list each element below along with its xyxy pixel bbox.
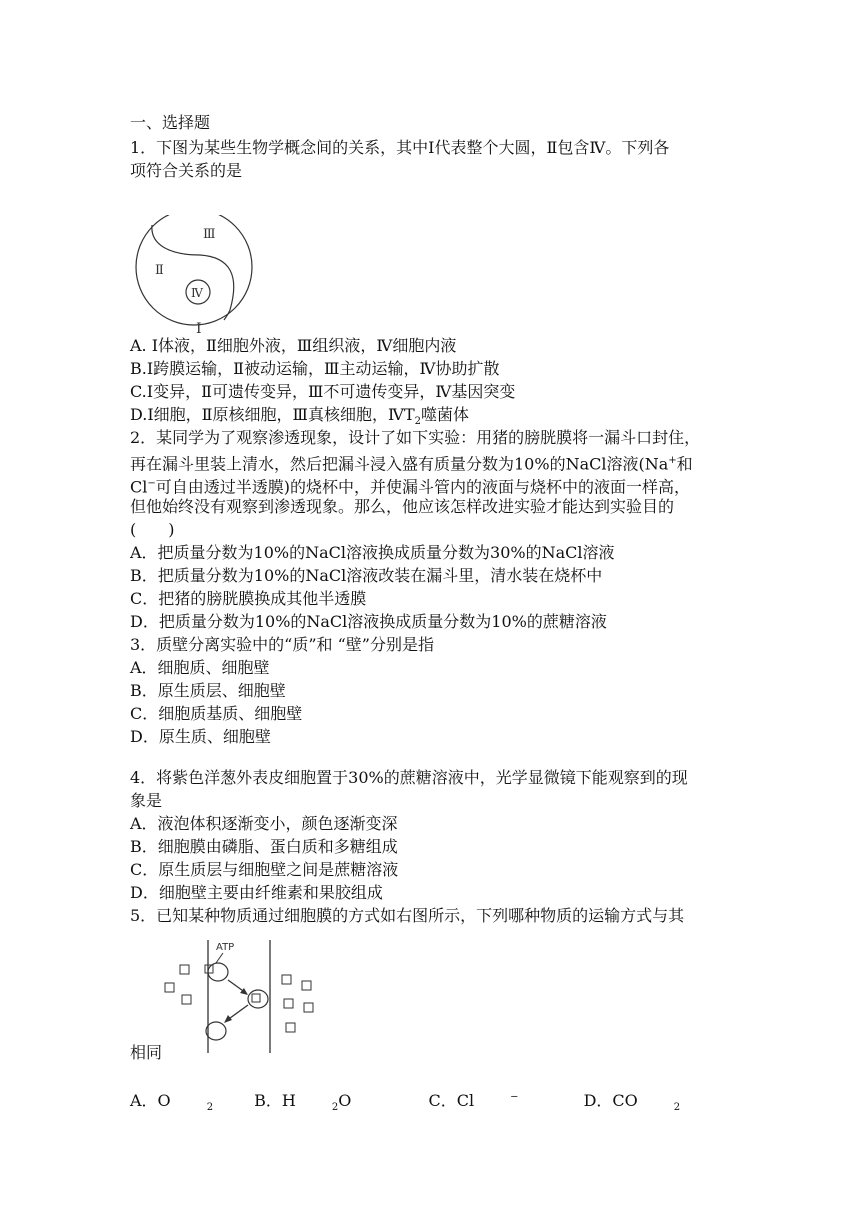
q2-line5: ( ) (130, 520, 175, 539)
membrane-transport-diagram (160, 935, 320, 1055)
q4-option-b: B．细胞膜由磷脂、蛋白质和多糖组成 (130, 837, 398, 856)
label-iii: Ⅲ (203, 227, 216, 242)
q4-option-c: C．原生质层与细胞壁之间是蔗糖溶液 (130, 860, 399, 879)
q2-line3: Cl−可自由透过半透膜)的烧杯中，并使漏斗管内的液面与烧杯中的液面一样高， (130, 477, 690, 497)
q4-option-a: A．液泡体积逐渐变小，颜色逐渐变深 (130, 814, 398, 833)
arrow-2-head (224, 1015, 232, 1023)
q3-stem: 3．质壁分离实验中的“质”和 “壁”分别是指 (130, 635, 434, 654)
q5-option-b: B．H $_2$O (254, 1091, 352, 1114)
q3-option-c: C．细胞质基质、细胞壁 (130, 704, 303, 723)
divider-curve (152, 225, 234, 320)
q2-line4: 但他始终没有观察到渗透现象。那么，他应该怎样改进实验才能达到实验目的 (130, 497, 675, 516)
q5-stem-trail: 相同 (130, 1043, 163, 1062)
q4-line2: 象是 (130, 791, 163, 810)
q3-option-d: D．原生质、细胞壁 (130, 727, 271, 746)
carrier-top (208, 963, 228, 981)
label-ii: Ⅱ (155, 263, 164, 278)
concept-relation-diagram (130, 215, 265, 335)
q5-option-c: C．Cl − (428, 1091, 519, 1110)
q5-option-a: A．O $_2$ (130, 1091, 214, 1114)
q2-option-b: B．把质量分数为10%的NaCl溶液改装在漏斗里，清水装在烧杯中 (130, 566, 603, 585)
molecules (165, 965, 313, 1032)
q2-option-a: A．把质量分数为10%的NaCl溶液换成质量分数为30%的NaCl溶液 (130, 543, 615, 562)
q3-option-b: B．原生质层、细胞壁 (130, 681, 286, 700)
atp-label: ATP (216, 942, 235, 953)
q5-option-d: D．CO $_2$ (583, 1091, 681, 1114)
q5-options (130, 1088, 716, 1113)
q3-option-a: A．细胞质、细胞壁 (130, 658, 270, 677)
carrier-middle (248, 990, 268, 1008)
q4-line1: 4．将紫色洋葱外表皮细胞置于30%的蔗糖溶液中，光学显微镜下能观察到的现 (130, 768, 688, 787)
spacer (130, 748, 730, 766)
q1-option-b: B.Ⅰ跨膜运输，Ⅱ被动运输，Ⅲ主动运输，Ⅳ协助扩散 (130, 359, 500, 378)
section-title: 一、选择题 (130, 113, 211, 132)
q1-stem-line2: 项符合关系的是 (130, 161, 243, 180)
q1-option-d: D.Ⅰ细胞，Ⅱ原核细胞，Ⅲ真核细胞，$ⅣT_2$噬菌体 (130, 405, 470, 428)
q2-option-d: D．把质量分数为10%的NaCl溶液换成质量分数为10%的蔗糖溶液 (130, 612, 607, 631)
atp-arrow (216, 953, 223, 963)
q2-option-c: C．把猪的膀胱膜换成其他半透膜 (130, 589, 367, 608)
label-iv: Ⅳ (191, 286, 203, 300)
label-i: Ⅰ (196, 321, 202, 335)
q1-stem-line1: 1．下图为某些生物学概念间的关系，其中Ⅰ代表整个大圆，Ⅱ包含Ⅳ。下列各 (130, 138, 670, 157)
q1-option-a: A. Ⅰ体液，Ⅱ细胞外液，Ⅲ组织液，Ⅳ细胞内液 (130, 336, 457, 355)
q2-line2: 再在漏斗里装上清水，然后把漏斗浸入盛有质量分数为10%的NaCl溶液(Na+和 (130, 454, 693, 474)
q1-option-c: C.Ⅰ变异，Ⅱ可遗传变异，Ⅲ不可遗传变异，Ⅳ基因突变 (130, 382, 516, 401)
outer-circle (136, 215, 252, 325)
q2-line1: 2．某同学为了观察渗透现象，设计了如下实验：用猪的膀胱膜将一漏斗口封住， (130, 428, 701, 447)
q4-option-d: D．细胞壁主要由纤维素和果胶组成 (130, 883, 383, 902)
q5-stem: 5．已知某种物质通过细胞膜的方式如右图所示，下列哪种物质的运输方式与其 (130, 906, 685, 925)
carrier-bottom (206, 1022, 226, 1040)
